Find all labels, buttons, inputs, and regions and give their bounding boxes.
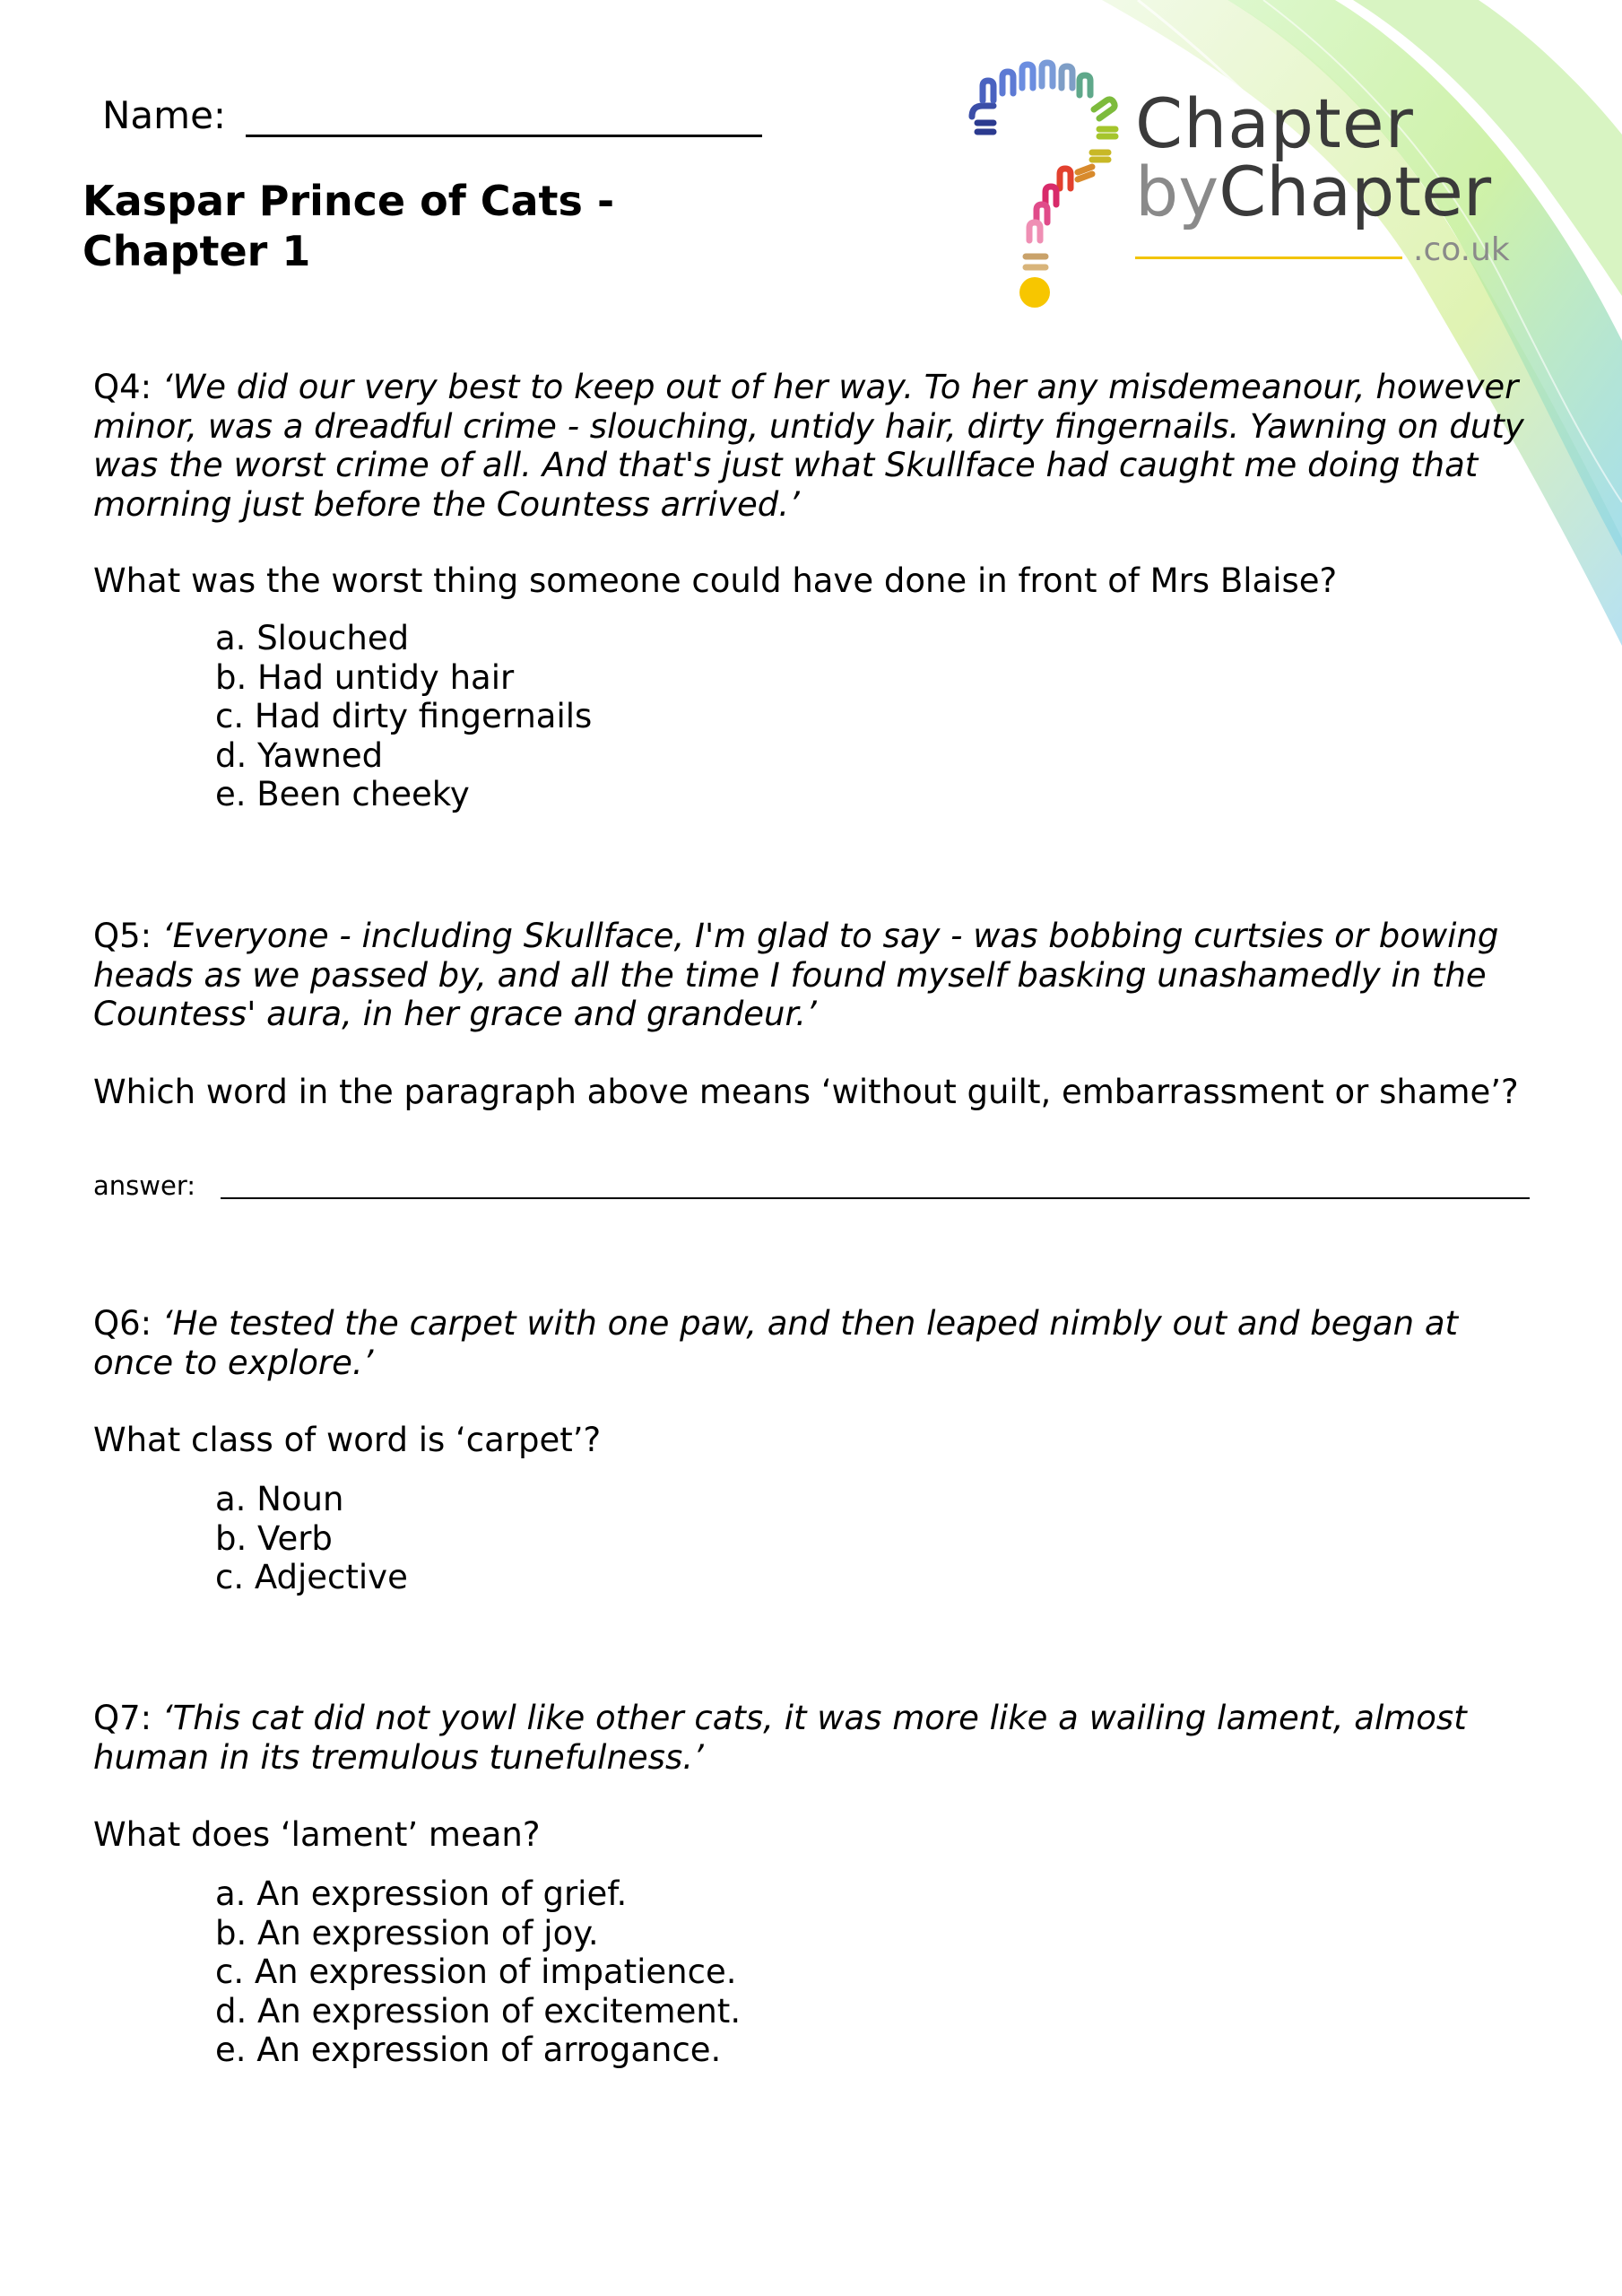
q4-option-b[interactable]: b. Had untidy hair <box>215 657 515 697</box>
q4-quote: ‘We did our very best to keep out of her way. To her any misdemeanour, however minor, was a dreadful crime - slouching, untidy hair, dirty fingernails. Yawning on duty was the worst crime of all. And that's just what Skullface had caught me doing that morning just before the Countess arrived.’ <box>93 368 1524 524</box>
q6-options <box>215 1480 408 1597</box>
q6-option-a[interactable]: a. Noun <box>215 1480 344 1518</box>
q5-quote: ‘Everyone - including Skullface, I'm glad to say - was bobbing curtsies or bowing heads as we passed by, and all the time I found myself basking unashamedly in the Countess' aura, in her grace and grandeur.’ <box>93 917 1499 1033</box>
q7-option-a[interactable]: a. An expression of grief. <box>215 1874 628 1913</box>
logo-wordmark <box>1135 83 1492 231</box>
q5-prompt <box>93 917 1528 1034</box>
q5-prefix: Q5: <box>93 917 152 955</box>
q5-answer-row <box>93 1170 1528 1206</box>
q7-option-e[interactable]: e. An expression of arrogance. <box>215 2031 722 2069</box>
q6-option-b[interactable]: b. Verb <box>215 1518 333 1558</box>
q6-prompt <box>93 1304 1528 1382</box>
q4-option-e[interactable]: e. Been cheeky <box>215 775 470 813</box>
q7-question: What does ‘lament’ mean? <box>93 1815 541 1854</box>
q5-question: Which word in the paragraph above means ‘without guilt, embarrassment or shame’? <box>93 1073 1519 1111</box>
q7-option-b[interactable]: b. An expression of joy. <box>215 1913 599 1952</box>
q5-answer-label: answer: <box>93 1170 196 1201</box>
logo-by: by <box>1135 152 1219 231</box>
q4-prompt <box>93 368 1528 524</box>
q6-option-c[interactable]: c. Adjective <box>215 1558 408 1596</box>
logo-rule <box>1135 257 1402 259</box>
q6-prefix: Q6: <box>93 1304 152 1343</box>
q4-question: What was the worst thing someone could have done in front of Mrs Blaise? <box>93 561 1338 600</box>
page-title: Kaspar Prince of Cats - Chapter 1 <box>82 177 615 275</box>
q4-options <box>215 619 592 814</box>
q7-option-d[interactable]: d. An expression of excitement. <box>215 1991 742 2031</box>
q4-option-a[interactable]: a. Slouched <box>215 619 410 657</box>
name-row <box>102 93 762 137</box>
q4-option-d[interactable]: d. Yawned <box>215 735 384 775</box>
q7-prefix: Q7: <box>93 1699 152 1737</box>
book-question-mark-icon <box>959 47 1139 316</box>
q5-answer-line[interactable] <box>221 1197 1530 1199</box>
q7-option-c[interactable]: c. An expression of impatience. <box>215 1952 737 1991</box>
q6-question: What class of word is ‘carpet’? <box>93 1421 602 1459</box>
q4-option-c[interactable]: c. Had dirty fingernails <box>215 697 593 735</box>
q6-quote: ‘He tested the carpet with one paw, and then leaped nimbly out and began at once to explore.’ <box>93 1304 1459 1382</box>
q7-prompt <box>93 1699 1528 1777</box>
name-label: Name: <box>102 93 227 137</box>
q7-quote: ‘This cat did not yowl like other cats, it was more like a wailing lament, almost human in its tremulous tunefulness.’ <box>93 1699 1467 1777</box>
q7-options <box>215 1874 741 2070</box>
logo-sub <box>1135 231 1521 268</box>
name-input-line[interactable] <box>246 95 762 137</box>
logo-chapter-top: Chapter <box>1135 83 1414 163</box>
logo-domain-suffix: .co.uk <box>1413 231 1510 268</box>
logo-chapter-bottom: Chapter <box>1219 152 1492 231</box>
q4-prefix: Q4: <box>93 368 152 406</box>
logo-line2 <box>1135 152 1492 231</box>
